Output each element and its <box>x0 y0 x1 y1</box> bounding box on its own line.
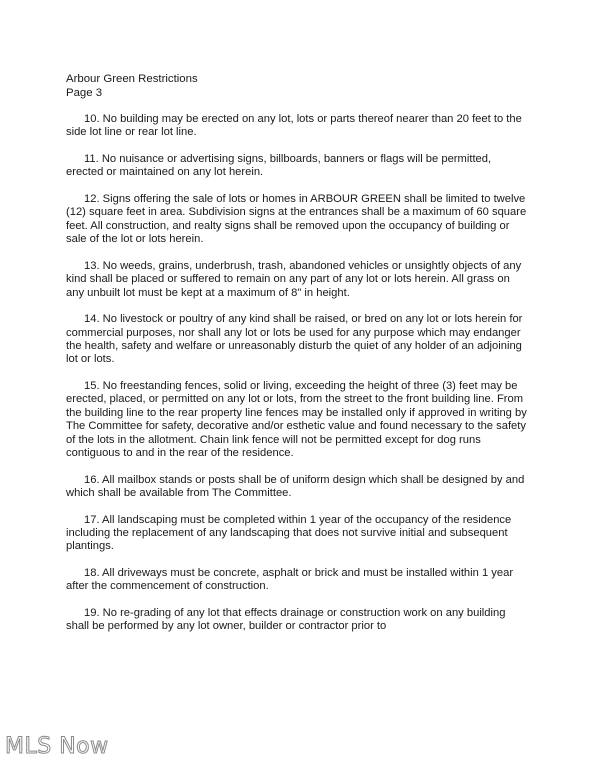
restriction-paragraph-14: 14. No livestock or poultry of any kind shall be raised, or bred on any lot or lots herein for commercial purposes, nor shall any lot or lots be used for any purpose which may endanger the health, safety and welfare or unreasonably disturb the quiet of any holder of an adjoining lot or lots. <box>66 313 523 366</box>
restriction-paragraph-16: 16. All mailbox stands or posts shall be of uniform design which shall be designed by and which shall be available from The Committee. <box>66 473 525 500</box>
restriction-paragraph-11: 11. No nuisance or advertising signs, billboards, banners or flags will be permitted, erected or maintained on any lot herein. <box>66 153 492 179</box>
restriction-paragraph-13: 13. No weeds, grains, underbrush, trash, abandoned vehicles or unsightly objects of any kind shall be placed or suffered to remain on any part of any lot or lots herein. All grass on any unbuilt lot must be kept at a maximum of 8" in height. <box>66 259 522 299</box>
restriction-paragraph-18: 18. All driveways must be concrete, asphalt or brick and must be installed within 1 year after the commencement of construction. <box>66 567 514 593</box>
restrictions-body <box>66 113 528 647</box>
restriction-paragraph-10: 10. No building may be erected on any lot, lots or parts thereof nearer than 20 feet to the side lot line or rear lot line. <box>66 113 522 139</box>
restriction-paragraph-12: 12. Signs offering the sale of lots or homes in ARBOUR GREEN shall be limited to twelve (12) square feet in area. Subdivision signs at the entrances shall be a maximum of 60 square feet. All construction, and realty signs shall be removed upon the occupancy of building or sale of the lot or lots herein. <box>66 193 527 246</box>
page-header <box>66 72 198 100</box>
restriction-paragraph-17: 17. All landscaping must be completed within 1 year of the occupancy of the residence including the replacement of any landscaping that does not survive initial and subsequent plantings. <box>66 513 512 553</box>
page-number: Page 3 <box>66 87 103 99</box>
document-title: Arbour Green Restrictions <box>66 73 198 85</box>
restriction-paragraph-19: 19. No re-grading of any lot that effects drainage or construction work on any building shall be performed by any lot owner, builder or contractor prior to <box>66 607 506 633</box>
restriction-paragraph-15: 15. No freestanding fences, solid or living, exceeding the height of three (3) feet may be erected, placed, or permitted on any lot or lots, from the street to the front building line. From the building line to the rear property line fences may be installed only if approved in writing by The Committee for safety, decorative and/or esthetic value and found necessary to the safety of the lots in the allotment. Chain link fence will not be permitted except for dog runs contiguous to and in the rear of the residence. <box>66 380 527 460</box>
mls-now-watermark: MLS Now <box>5 734 109 759</box>
